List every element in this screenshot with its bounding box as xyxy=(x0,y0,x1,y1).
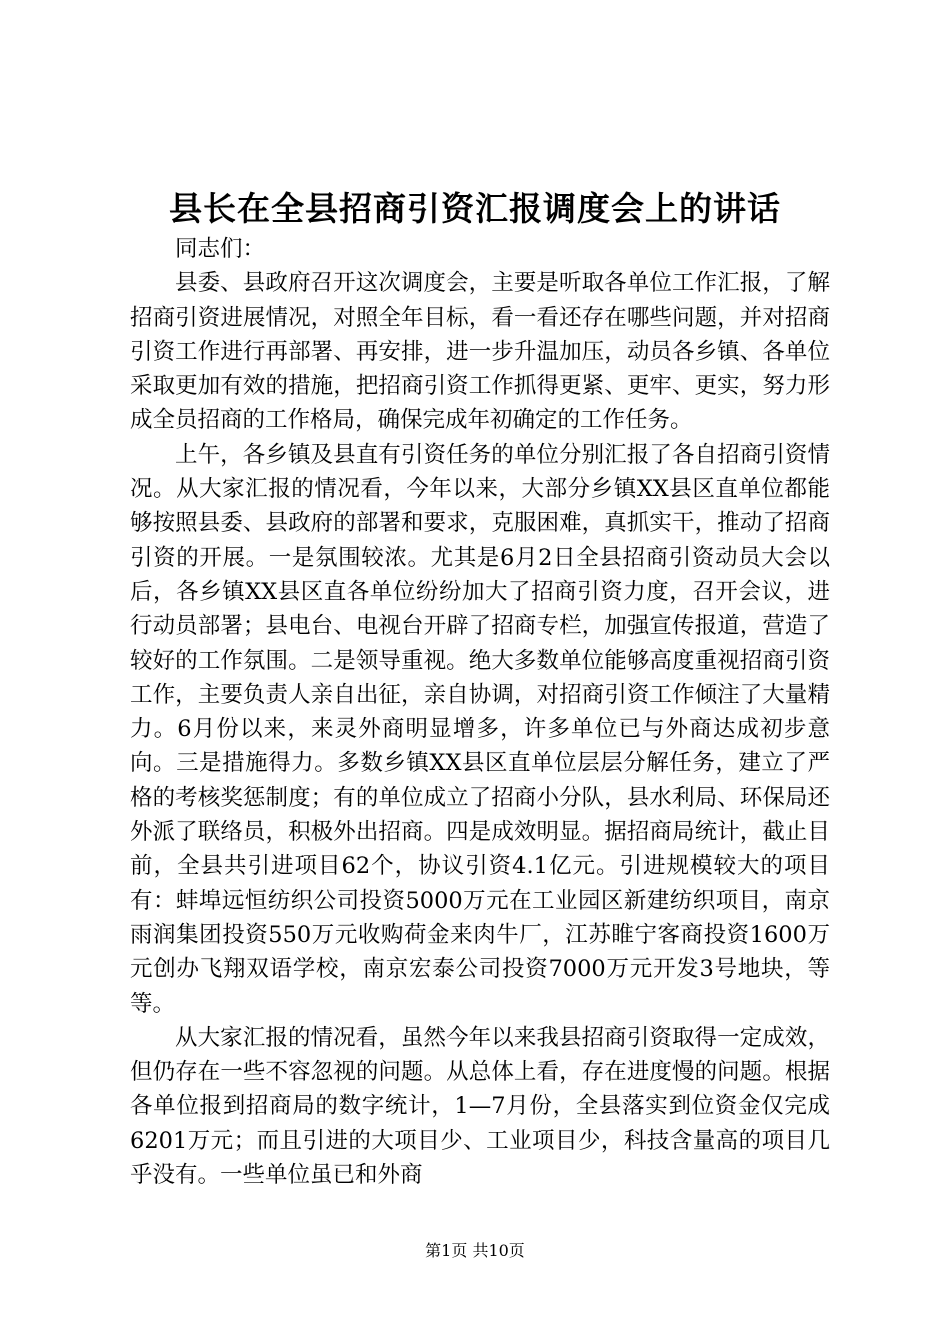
page-footer: 第1页 共10页 xyxy=(425,1241,525,1260)
paragraph-1: 县委、县政府召开这次调度会，主要是听取各单位工作汇报，了解招商引资进展情况，对照全年目标，看一看还存在哪些问题，并对招商引资工作进行再部署、再安排，进一步升温加压，动员各乡镇、各单位采取更加有效的措施，把招商引资工作抓得更紧、更牢、更实，努力形成全员招商的工作格局，确保完成年初确定的工作任务。 xyxy=(130,270,830,434)
document-body xyxy=(130,232,830,1192)
salutation: 同志们： xyxy=(175,236,266,262)
paragraph-2: 上午，各乡镇及县直有引资任务的单位分别汇报了各自招商引资情况。从大家汇报的情况看，今年以来，大部分乡镇XX县区直单位都能够按照县委、县政府的部署和要求，克服困难，真抓实干，推动了招商引资的开展。一是氛围较浓。尤其是6月2日全县招商引资动员大会以后，各乡镇XX县区直各单位纷纷加大了招商引资力度，召开会议，进行动员部署；县电台、电视台开辟了招商专栏，加强宣传报道，营造了较好的工作氛围。二是领导重视。绝大多数单位能够高度重视招商引资工作，主要负责人亲自出征，亲自协调，对招商引资工作倾注了大量精力。6月份以来，来灵外商明显增多，许多单位已与外商达成初步意向。三是措施得力。多数乡镇XX县区直单位层层分解任务，建立了严格的考核奖惩制度；有的单位成立了招商小分队，县水利局、环保局还外派了联络员，积极外出招商。四是成效明显。据招商局统计，截止目前，全县共引进项目62个，协议引资4.1亿元。引进规模较大的项目有：蚌埠远恒纺织公司投资5000万元在工业园区新建纺织项目，南京雨润集团投资550万元收购荷金来肉牛厂，江苏睢宁客商投资1600万元创办飞翔双语学校，南京宏泰公司投资7000万元开发3号地块，等等。 xyxy=(130,441,830,1017)
paragraph-3: 从大家汇报的情况看，虽然今年以来我县招商引资取得一定成效，但仍存在一些不容忽视的问题。从总体上看，存在进度慢的问题。根据各单位报到招商局的数字统计，1—7月份，全县落实到位资金仅完成6201万元；而且引进的大项目少、工业项目少，科技含量高的项目几乎没有。一些单位虽已和外商 xyxy=(130,1024,830,1189)
document-title: 县长在全县招商引资汇报调度会上的讲话 xyxy=(169,189,781,228)
